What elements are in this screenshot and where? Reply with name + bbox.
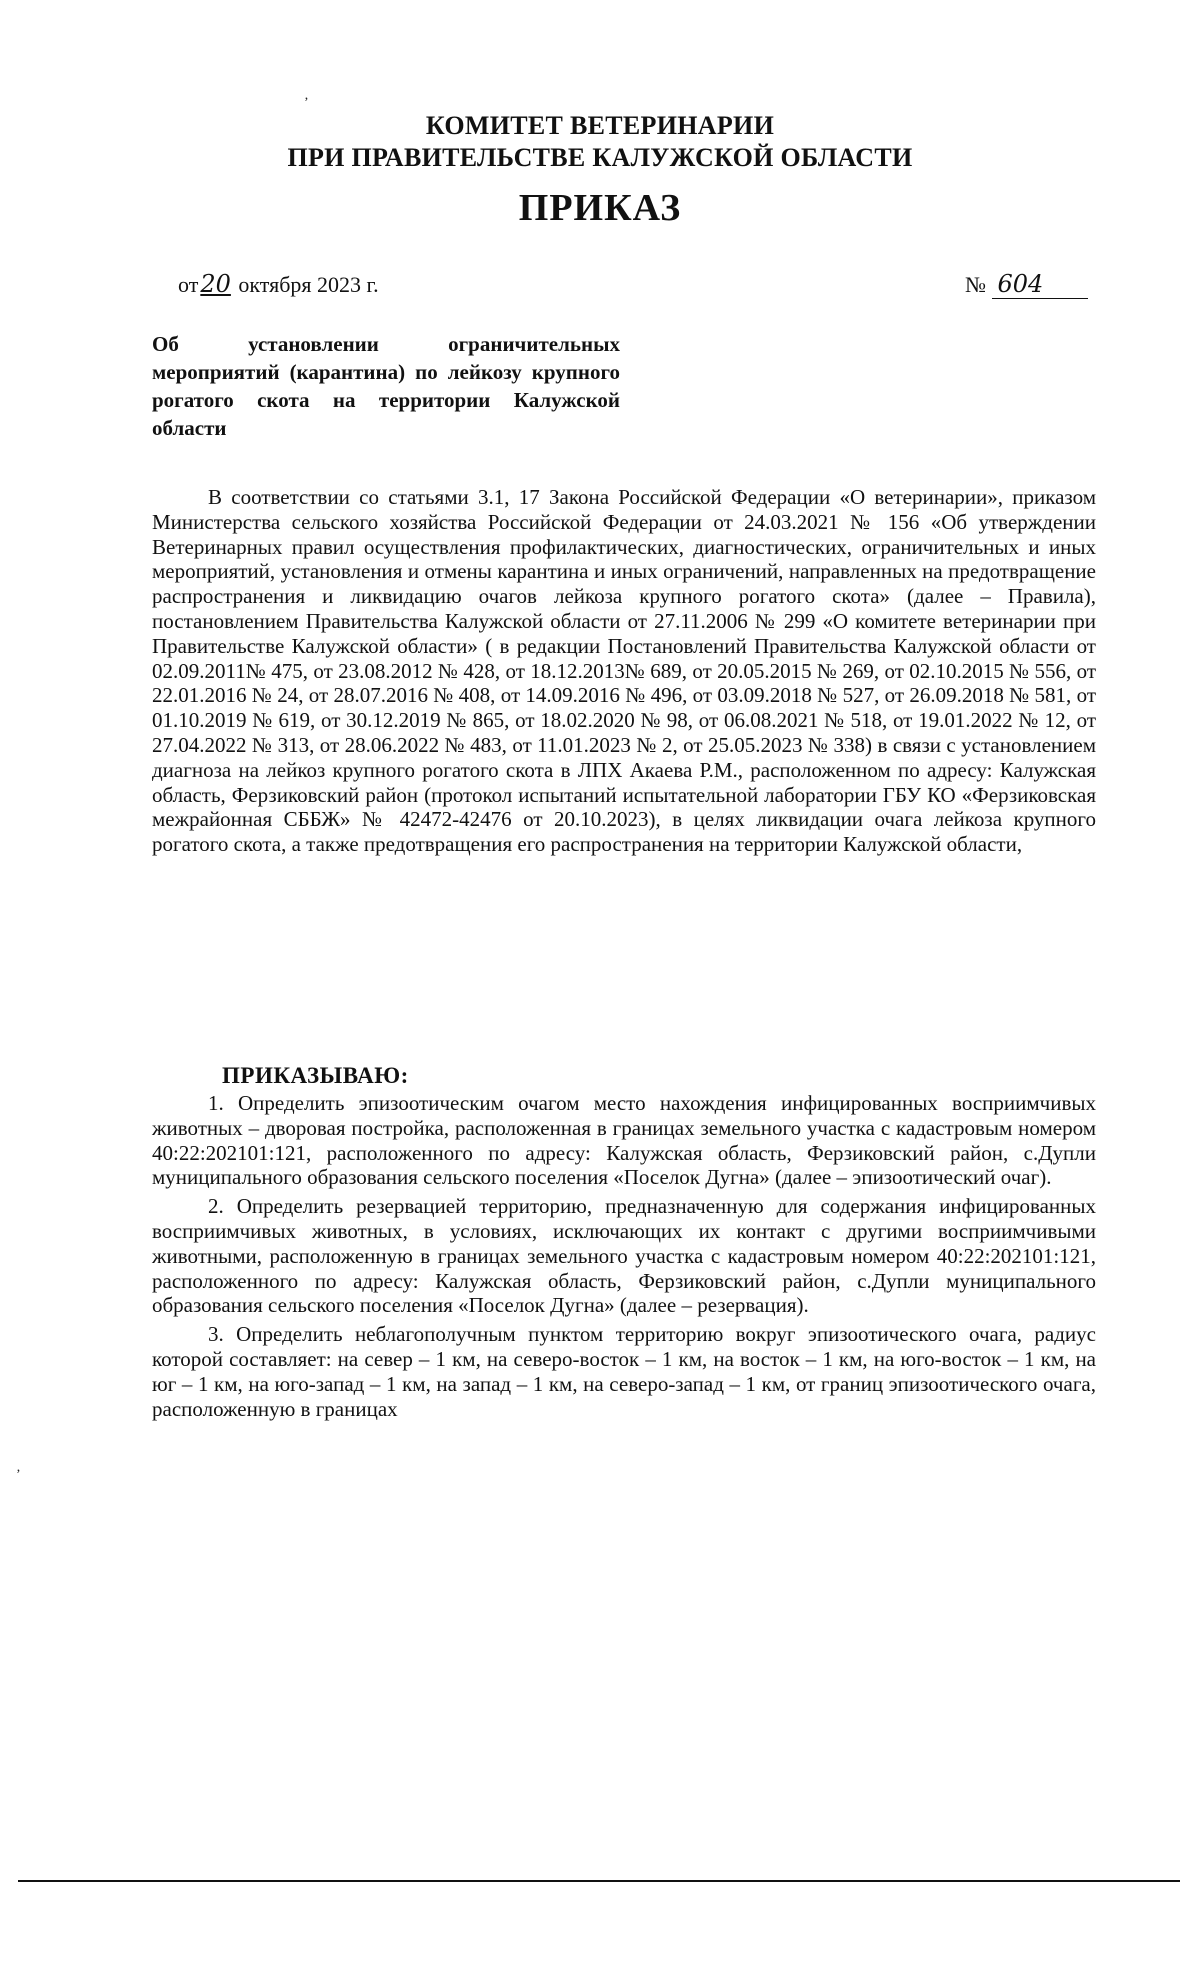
committee-line-1: КОМИТЕТ ВЕТЕРИНАРИИ: [425, 111, 775, 140]
date-prefix: от: [178, 272, 199, 297]
document-type: ПРИКАЗ: [518, 187, 682, 229]
orders-heading: ПРИКАЗЫВАЮ:: [222, 1063, 409, 1088]
preamble-paragraph: В соответствии со статьями 3.1, 17 Закона Российской Федерации «О ветеринарии», приказом Министерства сельского хозяйства Российской Федерации от 24.03.2021 № 156 «Об утверждении Ветеринарных правил осуществления профилактических, диагностических, ограничительных и иных мероприятий, установления и отмены карантина и иных ограничений, направленных на предотвращение распространения и ликвидацию очагов лейкоза крупного рогатого скота» (далее – Правила), постановлением Правительства Калужской области от 27.11.2006 № 299 «О комитете ветеринарии при Правительстве Калужской области» ( в редакции Постановлений Правительства Калужской области от 02.09.2011№ 475, от 23.08.2012 № 428, от 18.12.2013№ 689, от 20.05.2015 № 269, от 02.10.2015 № 556, от 22.01.2016 № 24, от 28.07.2016 № 408, от 14.09.2016 № 496, от 03.09.2018 № 527, от 26.09.2018 № 581, от 01.10.2019 № 619, от 30.12.2019 № 865, от 18.02.2020 № 98, от 06.08.2021 № 518, от 19.01.2022 № 12, от 27.04.2022 № 313, от 28.06.2022 № 483, от 11.01.2023 № 2, от 25.05.2023 № 338) в связи с установлением диагноза на лейкоз крупного рогатого скота в ЛПХ Акаева Р.М., расположенном по адресу: Калужская область, Ферзиковский район (протокол испытаний испытательной лаборатории ГБУ КО «Ферзиковская межрайонная СББЖ» № 42472-42476 от 20.10.2023), в целях ликвидации очага лейкоза крупного рогатого скота, а также предотвращения его распространения на территории Калужской области,: [152, 485, 1096, 857]
scan-mark: ‚: [304, 88, 309, 103]
order-subject: Об установлении ограничительных мероприятий (карантина) по лейкозу крупного рогатого скота на территории Калужской области: [152, 332, 620, 440]
scan-mark: ‚: [16, 1460, 21, 1475]
number-value-handwritten: 604: [992, 270, 1088, 299]
footer-divider: [18, 1880, 1180, 1882]
document-number: [965, 270, 1088, 299]
document-date: [178, 270, 379, 298]
committee-line-2: ПРИ ПРАВИТЕЛЬСТВЕ КАЛУЖСКОЙ ОБЛАСТИ: [287, 143, 913, 172]
preamble-section: [152, 485, 1096, 857]
order-item-1: 1. Определить эпизоотическим очагом место нахождения инфицированных восприимчивых животных – дворовая постройка, расположенная в границах земельного участка с кадастровым номером 40:22:202101:121, расположенного по адресу: Калужская область, Ферзиковский район, с.Дупли муниципального образования сельского поселения «Поселок Дугна» (далее – эпизоотический очаг).: [152, 1091, 1096, 1190]
committee-title: [0, 110, 1200, 174]
date-suffix: октября 2023 г.: [238, 272, 379, 297]
number-prefix: №: [965, 272, 986, 297]
order-item-2: 2. Определить резервацией территорию, предназначенную для содержания инфицированных восприимчивых животных, в условиях, исключающих их контакт с другими восприимчивыми животными, расположенную в границах земельного участка с кадастровым номером 40:22:202101:121, расположенного по адресу: Калужская область, Ферзиковский район, с.Дупли муниципального образования сельского поселения «Поселок Дугна» (далее – резервация).: [152, 1194, 1096, 1318]
order-item-3: 3. Определить неблагополучным пунктом территорию вокруг эпизоотического очага, радиус которой составляет: на север – 1 км, на северо-восток – 1 км, на восток – 1 км, на юго-восток – 1 км, на юг – 1 км, на юго-запад – 1 км, на запад – 1 км, на северо-запад – 1 км, от границ эпизоотического очага, расположенную в границах: [152, 1322, 1096, 1421]
date-day-handwritten: 20: [200, 270, 231, 298]
order-items: [152, 1091, 1096, 1425]
